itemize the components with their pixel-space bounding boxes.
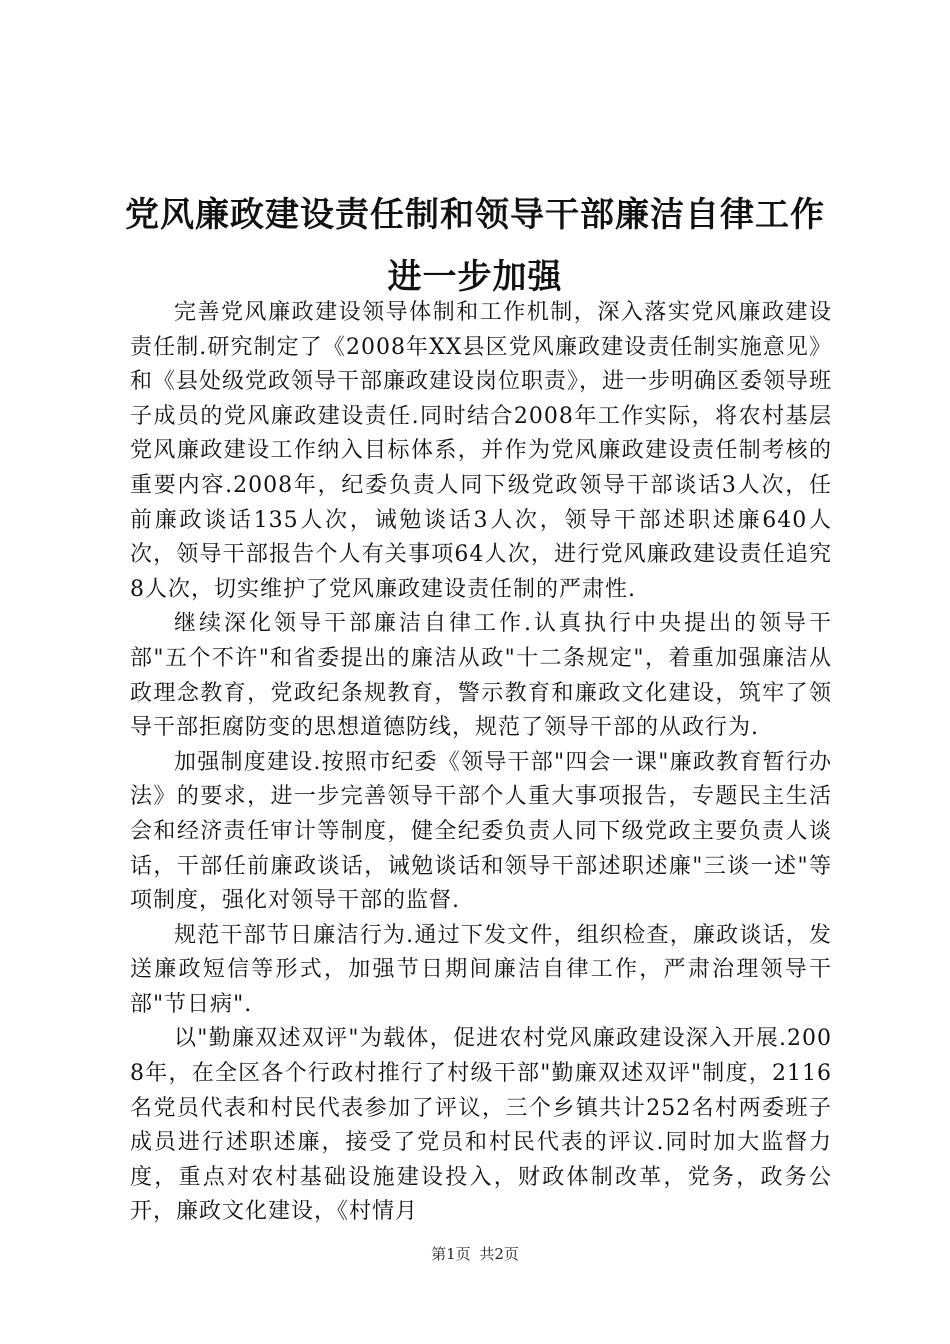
page-footer	[0, 1244, 950, 1264]
page-number: 第1页	[431, 1245, 471, 1263]
paragraph-holiday-conduct: 规范干部节日廉洁行为.通过下发文件，组织检查，廉政谈话，发送廉政短信等形式，加强节日期间廉洁自律工作，严肃治理领导干部"节日病".	[130, 922, 832, 1017]
paragraph-self-discipline: 继续深化领导干部廉洁自律工作.认真执行中央提出的领导干部"五个不许"和省委提出的廉洁从政"十二条规定"，着重加强廉洁从政理念教育，党政纪条规教育，警示教育和廉政文化建设，筑牢了领导干部拒腐防变的思想道德防线，规范了领导干部的从政行为.	[130, 611, 832, 741]
paragraph-rural-evaluation: 以"勤廉双述双评"为载体，促进农村党风廉政建设深入开展.2008年，在全区各个行政村推行了村级干部"勤廉双述双评"制度，2116名党员代表和村民代表参加了评议，三个乡镇共计252名村两委班子成员进行述职述廉，接受了党员和村民代表的评议.同时加大监督力度，重点对农村基础设施建设投入，财政体制改革，党务，政务公开，廉政文化建设，《村情月	[130, 1026, 832, 1225]
document-body	[130, 296, 832, 1230]
paragraph-responsibility-system: 完善党风廉政建设领导体制和工作机制，深入落实党风廉政建设责任制.研究制定了《2008年XX县区党风廉政建设责任制实施意见》和《县处级党政领导干部廉政建设岗位职责》，进一步明确区委领导班子成员的党风廉政建设责任.同时结合2008年工作实际，将农村基层党风廉政建设工作纳入目标体系，并作为党风廉政建设责任制考核的重要内容.2008年，纪委负责人同下级党政领导干部谈话3人次，任前廉政谈话135人次，诫勉谈话3人次，领导干部述职述廉640人次，领导干部报告个人有关事项64人次，进行党风廉政建设责任追究8人次，切实维护了党风廉政建设责任制的严肃性.	[130, 300, 833, 602]
paragraph-system-building: 加强制度建设.按照市纪委《领导干部"四会一课"廉政教育暂行办法》的要求，进一步完善领导干部个人重大事项报告，专题民主生活会和经济责任审计等制度，健全纪委负责人同下级党政主要负责人谈话，干部任前廉政谈话，诫勉谈话和领导干部述职述廉"三谈一述"等项制度，强化对领导干部的监督.	[130, 749, 832, 914]
page-total: 共2页	[479, 1245, 519, 1263]
title-line-1: 党风廉政建设责任制和领导干部廉洁自律工作	[125, 195, 825, 235]
title-line-2: 进一步加强	[387, 257, 563, 297]
document-title	[100, 190, 850, 302]
